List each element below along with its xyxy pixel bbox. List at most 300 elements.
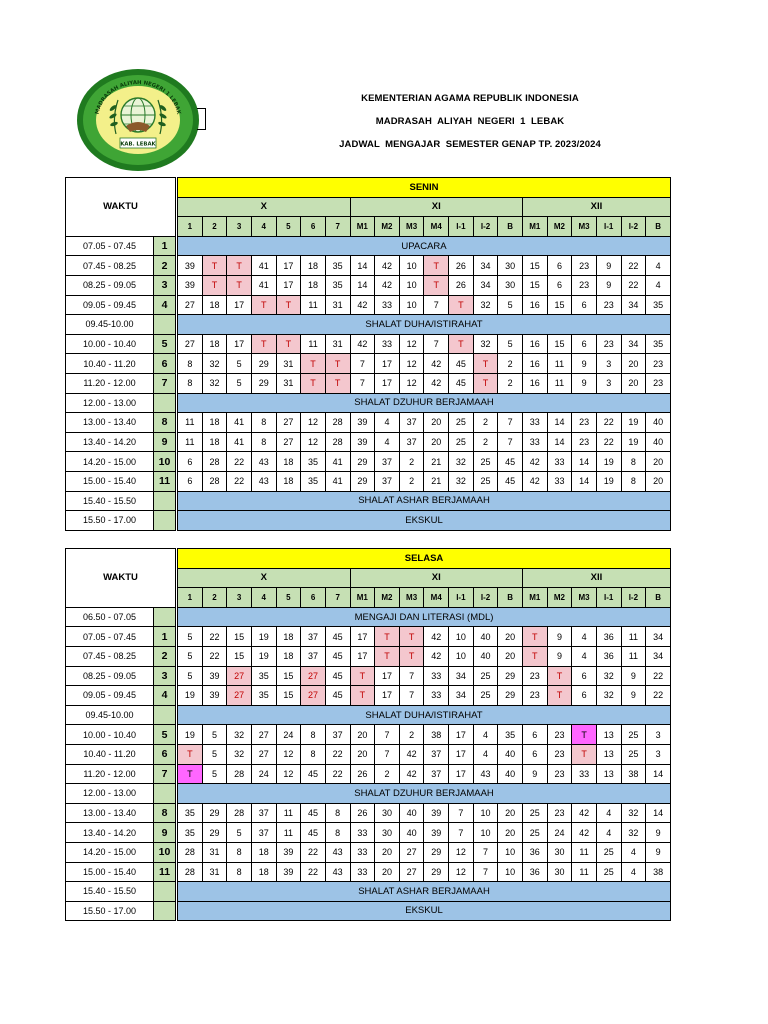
schedule-cell: 17: [375, 373, 400, 393]
schedule-cell: 27: [251, 744, 276, 764]
schedule-row: [66, 236, 671, 256]
schedule-cell: 5: [178, 627, 203, 647]
class-header: 6: [301, 217, 326, 237]
schedule-cell: T: [572, 725, 597, 745]
schedule-cell: 41: [325, 452, 350, 472]
period-number: 5: [154, 334, 176, 354]
schedule-cell: 20: [621, 354, 646, 374]
logo-ring-text: MADRASAH ALIYAH NEGERI 1 LEBAK: [94, 79, 182, 116]
schedule-cell: 23: [547, 725, 572, 745]
schedule-cell: 13: [596, 725, 621, 745]
schedule-cell: 37: [424, 744, 449, 764]
schedule-cell: 17: [375, 354, 400, 374]
schedule-cell: 21: [424, 471, 449, 491]
schedule-cell: 40: [498, 764, 523, 784]
schedule-cell: 21: [424, 452, 449, 472]
schedule-cell: 3: [596, 354, 621, 374]
schedule-cell: 34: [473, 275, 498, 295]
schedule-cell: T: [251, 334, 276, 354]
period-number: 11: [154, 862, 176, 882]
period-number: 8: [154, 803, 176, 823]
schedule-cell: 45: [325, 686, 350, 706]
schedule-cell: T: [522, 627, 547, 647]
schedule-cell: 11: [276, 803, 301, 823]
schedule-cell: 4: [375, 413, 400, 433]
schedule-cell: 23: [572, 256, 597, 276]
schedule-cell: 9: [596, 256, 621, 276]
schedule-cell: 35: [301, 471, 326, 491]
schedule-cell: 22: [596, 413, 621, 433]
schedule-cell: 42: [399, 764, 424, 784]
class-header: 5: [276, 588, 301, 608]
schedule-cell: 8: [251, 413, 276, 433]
schedule-cell: 45: [301, 764, 326, 784]
schedule-row: [66, 705, 671, 725]
schedule-cell: 25: [449, 413, 474, 433]
grade-header: XI: [350, 197, 522, 217]
class-header: 4: [251, 217, 276, 237]
schedule-cell: 7: [350, 373, 375, 393]
event-bar: EKSKUL: [178, 511, 671, 531]
schedule-cell: 39: [202, 686, 227, 706]
schedule-cell: T: [399, 646, 424, 666]
schedule-cell: 9: [572, 354, 597, 374]
schedule-cell: 8: [251, 432, 276, 452]
schedule-cell: 8: [178, 373, 203, 393]
schedule-row: [66, 607, 671, 627]
schedule-cell: T: [276, 334, 301, 354]
schedule-row: [66, 393, 671, 413]
schedule-cell: T: [547, 666, 572, 686]
schedule-cell: 5: [227, 354, 252, 374]
schedule-cell: 8: [621, 452, 646, 472]
schedule-cell: 8: [227, 862, 252, 882]
class-header: M1: [522, 588, 547, 608]
time-slot: 15.50 - 17.00: [66, 511, 154, 531]
schedule-row: [66, 862, 671, 882]
schedule-cell: 27: [178, 334, 203, 354]
schedule-cell: 33: [572, 764, 597, 784]
schedule-cell: 4: [572, 627, 597, 647]
class-header: M2: [375, 588, 400, 608]
schedule-cell: 8: [227, 842, 252, 862]
schedule-cell: 11: [572, 862, 597, 882]
schedule-cell: 20: [498, 823, 523, 843]
schedule-cell: 8: [301, 725, 326, 745]
schedule-cell: 4: [596, 823, 621, 843]
schedule-cell: 34: [646, 627, 671, 647]
schedule-cell: 42: [399, 744, 424, 764]
schedule-row: [66, 413, 671, 433]
schedule-cell: 14: [646, 764, 671, 784]
class-header: 1: [178, 588, 203, 608]
class-header: B: [646, 217, 671, 237]
schedule-cell: 33: [424, 666, 449, 686]
schedule-cell: 27: [399, 842, 424, 862]
schedule-cell: 28: [325, 413, 350, 433]
schedule-cell: 19: [621, 432, 646, 452]
schedule-cell: 4: [646, 256, 671, 276]
schedule-cell: 19: [621, 413, 646, 433]
schedule-cell: 22: [646, 666, 671, 686]
time-slot: 10.40 - 11.20: [66, 744, 154, 764]
day-name: SENIN: [178, 178, 671, 198]
schedule-cell: 7: [473, 862, 498, 882]
schedule-cell: 32: [202, 354, 227, 374]
time-slot: 08.25 - 09.05: [66, 666, 154, 686]
schedule-cell: 30: [547, 862, 572, 882]
schedule-cell: 7: [449, 823, 474, 843]
schedule-cell: 40: [399, 803, 424, 823]
schedule-cell: 29: [350, 452, 375, 472]
schedule-cell: 19: [251, 627, 276, 647]
grade-header: XII: [522, 197, 670, 217]
schedule-cell: 39: [424, 803, 449, 823]
schedule-table-senin: [65, 177, 671, 531]
schedule-cell: 26: [350, 803, 375, 823]
schedule-cell: 16: [522, 354, 547, 374]
class-header: I-2: [621, 217, 646, 237]
schedule-cell: 27: [227, 666, 252, 686]
period-number: [154, 607, 176, 627]
period-number: 6: [154, 354, 176, 374]
grade-header: X: [178, 568, 350, 588]
day-header-row: [66, 549, 671, 569]
schedule-row: [66, 725, 671, 745]
schedule-cell: 5: [498, 334, 523, 354]
schedule-cell: 35: [498, 725, 523, 745]
schedule-cell: 14: [350, 256, 375, 276]
class-header: B: [498, 217, 523, 237]
schedule-cell: 11: [547, 373, 572, 393]
schedule-cell: T: [375, 646, 400, 666]
bracket-mark: [197, 108, 206, 130]
schedule-cell: 31: [276, 373, 301, 393]
period-number: [154, 705, 176, 725]
class-header: M2: [547, 588, 572, 608]
schedule-cell: T: [276, 295, 301, 315]
schedule-cell: 42: [572, 823, 597, 843]
period-number: 4: [154, 686, 176, 706]
schedule-cell: 35: [178, 823, 203, 843]
schedule-cell: 7: [498, 432, 523, 452]
schedule-cell: 42: [375, 256, 400, 276]
schedule-cell: 8: [178, 354, 203, 374]
schedule-cell: 29: [251, 373, 276, 393]
schedule-cell: 22: [202, 646, 227, 666]
schedule-cell: 34: [621, 334, 646, 354]
schedule-cell: 18: [251, 842, 276, 862]
schedule-cell: T: [350, 686, 375, 706]
class-header: M3: [572, 588, 597, 608]
schedule-cell: 12: [276, 744, 301, 764]
schedule-cell: 41: [251, 256, 276, 276]
period-number: [154, 315, 176, 335]
schedule-cell: 42: [375, 275, 400, 295]
period-number: 1: [154, 236, 176, 256]
time-slot: 14.20 - 15.00: [66, 452, 154, 472]
schedule-cell: 34: [449, 666, 474, 686]
schedule-cell: 6: [547, 256, 572, 276]
schedule-cell: 24: [251, 764, 276, 784]
schedule-cell: 40: [473, 646, 498, 666]
class-header: 3: [227, 588, 252, 608]
schedule-cell: 15: [276, 686, 301, 706]
schedule-cell: T: [473, 373, 498, 393]
schedule-row: [66, 666, 671, 686]
schedule-cell: 2: [399, 471, 424, 491]
time-slot: 15.00 - 15.40: [66, 471, 154, 491]
class-header: M4: [424, 588, 449, 608]
schedule-cell: 18: [251, 862, 276, 882]
schedule-cell: 36: [596, 646, 621, 666]
schedule-cell: 25: [596, 862, 621, 882]
schedule-cell: 32: [449, 471, 474, 491]
time-slot: 07.45 - 08.25: [66, 646, 154, 666]
schedule-cell: 18: [202, 334, 227, 354]
schedule-cell: 17: [276, 256, 301, 276]
schedule-row: [66, 744, 671, 764]
time-slot: 06.50 - 07.05: [66, 607, 154, 627]
period-number: 10: [154, 452, 176, 472]
schedule-cell: 14: [547, 432, 572, 452]
schedule-cell: 35: [325, 256, 350, 276]
time-slot: 15.00 - 15.40: [66, 862, 154, 882]
schedule-cell: 14: [572, 452, 597, 472]
schedule-row: [66, 803, 671, 823]
schedule-cell: 4: [572, 646, 597, 666]
schedule-cell: 22: [325, 744, 350, 764]
schedule-cell: 39: [424, 823, 449, 843]
schedule-cell: 23: [547, 744, 572, 764]
schedule-cell: 6: [572, 295, 597, 315]
schedule-cell: 39: [178, 256, 203, 276]
schedule-cell: 28: [178, 862, 203, 882]
schedule-cell: 9: [522, 764, 547, 784]
schedule-cell: 2: [473, 432, 498, 452]
schedule-cell: 32: [621, 823, 646, 843]
schedule-cell: 36: [522, 862, 547, 882]
schedule-cell: 12: [276, 764, 301, 784]
schedule-cell: 11: [178, 413, 203, 433]
schedule-cell: 20: [375, 842, 400, 862]
schedule-cell: 28: [202, 471, 227, 491]
event-bar: EKSKUL: [178, 901, 671, 921]
class-header: M2: [547, 217, 572, 237]
class-header: I-1: [449, 217, 474, 237]
schedule-cell: 32: [202, 373, 227, 393]
period-number: 3: [154, 275, 176, 295]
schedule-cell: 32: [227, 744, 252, 764]
schedule-cell: 25: [522, 823, 547, 843]
schedule-cell: 11: [178, 432, 203, 452]
schedule-cell: 7: [449, 803, 474, 823]
schedule-cell: 33: [350, 842, 375, 862]
time-slot: 09.45-10.00: [66, 705, 154, 725]
time-slot: 09.05 - 09.45: [66, 295, 154, 315]
event-bar: SHALAT DZUHUR BERJAMAAH: [178, 393, 671, 413]
schedule-cell: 16: [522, 334, 547, 354]
schedule-cell: 6: [522, 725, 547, 745]
schedule-cell: 19: [178, 686, 203, 706]
period-number: [154, 491, 176, 511]
schedule-cell: 10: [399, 275, 424, 295]
schedule-cell: 5: [227, 823, 252, 843]
schedule-cell: 6: [572, 666, 597, 686]
schedule-cell: 39: [350, 432, 375, 452]
schedule-cell: 23: [547, 803, 572, 823]
schedule-cell: 19: [596, 452, 621, 472]
class-header: M1: [350, 217, 375, 237]
period-number: 2: [154, 256, 176, 276]
schedule-cell: 35: [301, 452, 326, 472]
time-slot: 10.00 - 10.40: [66, 334, 154, 354]
schedule-cell: 20: [350, 744, 375, 764]
schedule-cell: 43: [251, 452, 276, 472]
schedule-cell: 41: [227, 413, 252, 433]
schedule-cell: 31: [202, 842, 227, 862]
schedule-cell: 42: [350, 295, 375, 315]
schedule-cell: 22: [621, 275, 646, 295]
schedule-cell: 23: [646, 373, 671, 393]
schedule-cell: 18: [202, 432, 227, 452]
schedule-cell: 4: [646, 275, 671, 295]
schedule-cell: 6: [572, 686, 597, 706]
schedule-cell: 11: [276, 823, 301, 843]
schedule-cell: 27: [227, 686, 252, 706]
schedule-cell: 17: [227, 295, 252, 315]
schedule-cell: 6: [547, 275, 572, 295]
schedule-cell: 5: [202, 744, 227, 764]
schedule-cell: 41: [227, 432, 252, 452]
class-header: 2: [202, 217, 227, 237]
time-slot: 13.40 - 14.20: [66, 432, 154, 452]
schedule-cell: 20: [646, 452, 671, 472]
schedule-row: [66, 646, 671, 666]
schedule-cell: 33: [547, 471, 572, 491]
schedule-cell: 32: [473, 295, 498, 315]
schedule-cell: 32: [596, 666, 621, 686]
schedule-cell: 35: [251, 686, 276, 706]
class-header: B: [498, 588, 523, 608]
schedule-cell: 17: [227, 334, 252, 354]
schedule-cell: 37: [301, 627, 326, 647]
class-header: M3: [399, 588, 424, 608]
schedule-cell: 9: [646, 823, 671, 843]
period-number: [154, 882, 176, 902]
schedule-cell: 29: [251, 354, 276, 374]
schedule-cell: 28: [325, 432, 350, 452]
schedule-cell: 4: [621, 842, 646, 862]
schedule-cell: T: [325, 373, 350, 393]
schedule-cell: 37: [375, 452, 400, 472]
schedule-cell: 31: [325, 295, 350, 315]
schedule-cell: 12: [399, 373, 424, 393]
schedule-cell: 45: [449, 354, 474, 374]
schedule-cell: 25: [596, 842, 621, 862]
time-slot: 07.05 - 07.45: [66, 236, 154, 256]
event-bar: MENGAJI DAN LITERASI (MDL): [178, 607, 671, 627]
event-bar: SHALAT ASHAR BERJAMAAH: [178, 491, 671, 511]
schedule-cell: 34: [449, 686, 474, 706]
schedule-cell: 45: [325, 627, 350, 647]
schedule-cell: 17: [375, 686, 400, 706]
schedule-cell: 5: [498, 295, 523, 315]
schedule-cell: 36: [596, 627, 621, 647]
grade-header: XI: [350, 568, 522, 588]
schedule-cell: 33: [547, 452, 572, 472]
schedule-row: [66, 452, 671, 472]
time-slot: 08.25 - 09.05: [66, 275, 154, 295]
schedule-cell: 30: [547, 842, 572, 862]
waktu-header: WAKTU: [66, 178, 176, 237]
class-header: M3: [572, 217, 597, 237]
schedule-cell: 3: [596, 373, 621, 393]
class-header: M2: [375, 217, 400, 237]
schedule-cell: T: [424, 256, 449, 276]
schedule-cell: 33: [350, 823, 375, 843]
schedule-cell: 22: [301, 842, 326, 862]
event-bar: SHALAT DUHA/ISTIRAHAT: [178, 315, 671, 335]
schedule-cell: 37: [325, 725, 350, 745]
schedule-cell: 39: [202, 666, 227, 686]
schedule-cell: 27: [301, 686, 326, 706]
schedule-cell: 29: [202, 823, 227, 843]
schedule-cell: 27: [251, 725, 276, 745]
schedule-cell: 7: [375, 744, 400, 764]
logo-bottom-text: KAB. LEBAK: [120, 141, 156, 148]
schedule-cell: 32: [227, 725, 252, 745]
schedule-cell: 10: [498, 842, 523, 862]
schedule-cell: 25: [522, 803, 547, 823]
schedule-cell: 9: [547, 627, 572, 647]
schedule-row: [66, 354, 671, 374]
schedule-cell: 22: [621, 256, 646, 276]
time-slot: 15.40 - 15.50: [66, 882, 154, 902]
schedule-cell: 24: [547, 823, 572, 843]
schedule-cell: 37: [251, 823, 276, 843]
period-number: 10: [154, 842, 176, 862]
schedule-cell: 23: [646, 354, 671, 374]
schedule-cell: 23: [522, 686, 547, 706]
schedule-cell: 10: [399, 295, 424, 315]
schedule-cell: T: [572, 744, 597, 764]
schedule-cell: 23: [572, 275, 597, 295]
schedule-cell: 39: [350, 413, 375, 433]
schedule-row: [66, 295, 671, 315]
schedule-cell: 11: [301, 334, 326, 354]
schedule-cell: 7: [498, 413, 523, 433]
schedule-cell: 5: [202, 764, 227, 784]
schedule-cell: 25: [473, 666, 498, 686]
schedule-cell: 15: [522, 256, 547, 276]
schedule-cell: 35: [178, 803, 203, 823]
schedule-cell: 9: [646, 842, 671, 862]
class-header: 6: [301, 588, 326, 608]
schedule-cell: 30: [375, 823, 400, 843]
schedule-row: [66, 627, 671, 647]
schedule-cell: 40: [498, 744, 523, 764]
schedule-cell: 27: [301, 666, 326, 686]
period-number: [154, 784, 176, 804]
schedule-cell: 10: [449, 646, 474, 666]
grade-header: X: [178, 197, 350, 217]
schedule-cell: 17: [350, 627, 375, 647]
schedule-cell: 29: [498, 686, 523, 706]
schedule-cell: 42: [424, 627, 449, 647]
class-header: 7: [325, 217, 350, 237]
schedule-cell: 12: [301, 413, 326, 433]
